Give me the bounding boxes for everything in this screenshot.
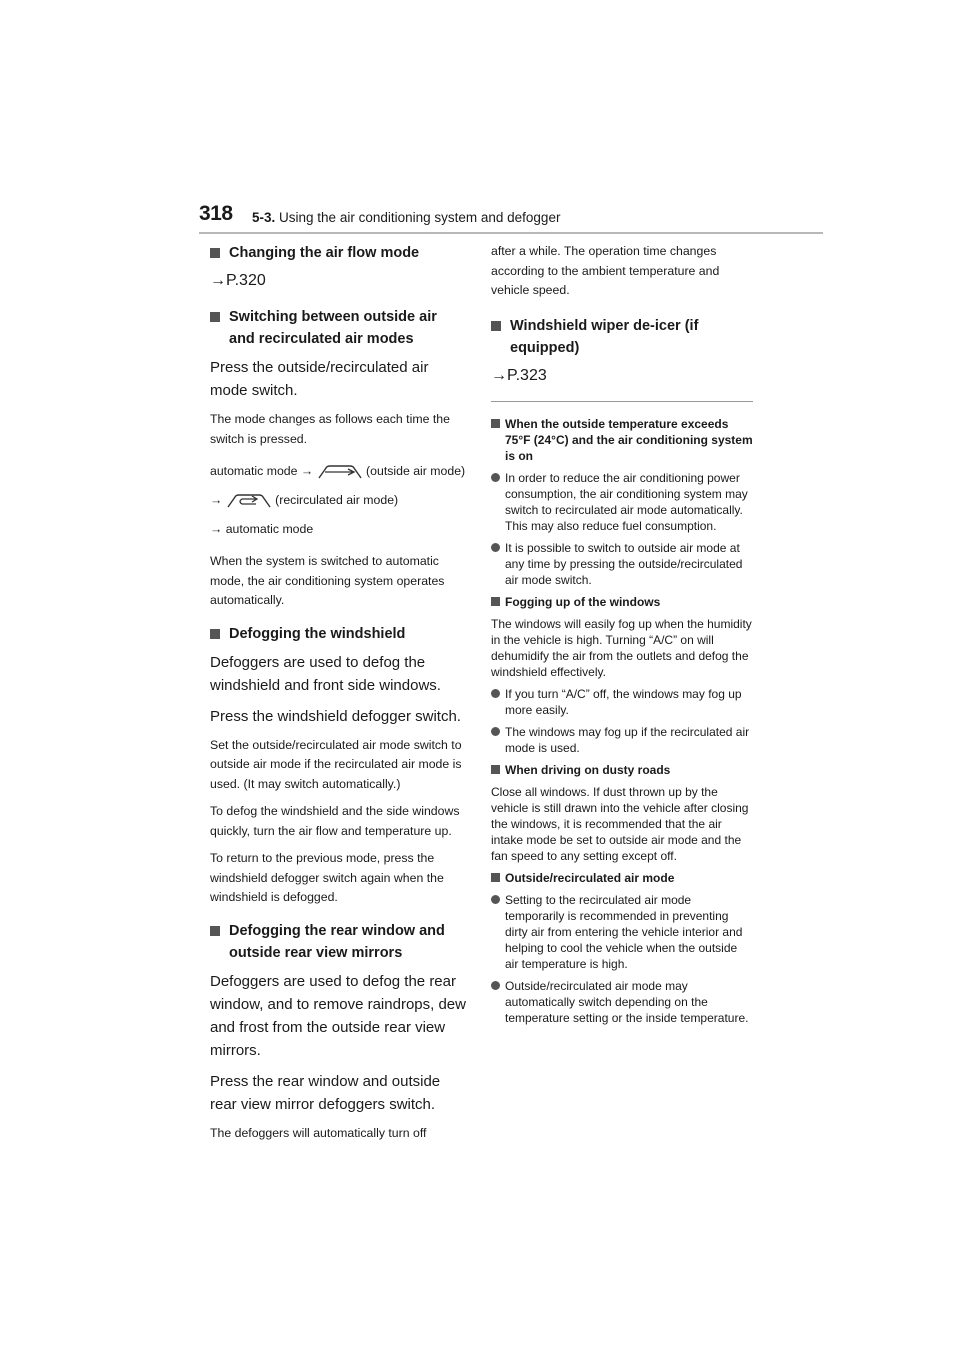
auto-off-text: The defoggers will automatically turn off — [210, 1125, 427, 1140]
page-reference-323[interactable]: →P.323 — [491, 366, 547, 384]
defoggers-used-text: Defoggers are used to defog the windshield and front side windows. — [210, 653, 441, 694]
round-bullet-icon — [491, 895, 500, 904]
square-bullet-icon — [210, 926, 220, 936]
page-header — [199, 202, 823, 236]
header-rule — [199, 232, 823, 234]
note-heading-dusty-roads: When driving on dusty roads — [491, 762, 753, 778]
heading-air-flow: Changing the air flow mode — [210, 242, 466, 264]
square-bullet-icon — [210, 248, 220, 258]
note-heading-outside-recirculated: Outside/recirculated air mode — [491, 870, 753, 886]
square-bullet-icon — [210, 629, 220, 639]
round-bullet-icon — [491, 981, 500, 990]
outside-air-icon — [317, 463, 363, 481]
set-outside-text: Set the outside/recirculated air mode switch to outside air mode if the recirculated air mode is used. (It may switch automatically.) — [210, 737, 462, 791]
auto-mode-text: When the system is switched to automatic mode, the air conditioning system operates automatically. — [210, 554, 445, 607]
mode-changes-text: The mode changes as follows each time the switch is pressed. — [210, 412, 450, 446]
defog-quickly-text: To defog the windshield and the side windows quickly, turn the air flow and temperature up. — [210, 804, 460, 838]
return-mode-text: To return to the previous mode, press the windshield defogger switch again when the windshield is defogged. — [210, 851, 444, 904]
press-rear-text: Press the rear window and outside rear view mirror defoggers switch. — [210, 1072, 441, 1113]
page-reference-320[interactable]: →P.320 — [210, 272, 266, 289]
note-bullet: Setting to the recirculated air mode temporarily is recommended in preventing dirty air from entering the vehicle interior and helping to cool the vehicle when the outside air temperature is high. — [491, 892, 753, 972]
note-bullet: In order to reduce the air conditioning power consumption, the air conditioning system may switch to recirculated air mode automatically. This may also reduce fuel consumption. — [491, 470, 753, 534]
section-prefix: 5-3. — [252, 210, 276, 225]
square-bullet-icon — [491, 765, 500, 774]
notes-divider — [491, 401, 753, 402]
mode-sequence: automatic mode → (outside air mode) → (recirculated air mode) → automatic mode — [210, 464, 466, 536]
round-bullet-icon — [491, 689, 500, 698]
note-heading-fogging: Fogging up of the windows — [491, 594, 753, 610]
note-bullet: It is possible to switch to outside air mode at any time by pressing the outside/recirculated air mode switch. — [491, 540, 753, 588]
section-title-text: Using the air conditioning system and defogger — [279, 210, 561, 225]
note-bullet: Outside/recirculated air mode may automatically switch depending on the temperature setting or the inside temperature. — [491, 978, 753, 1026]
square-bullet-icon — [210, 312, 220, 322]
recirculated-air-icon — [226, 492, 272, 510]
left-column — [210, 242, 466, 1151]
note-bullet: The windows may fog up if the recirculated air mode is used. — [491, 724, 753, 756]
note-paragraph: Close all windows. If dust thrown up by the vehicle is still drawn into the vehicle after closing the windows, it is recommended that the air intake mode be set to outside air mode and the fan speed to any setting except off. — [491, 784, 749, 863]
note-heading-temperature: When the outside temperature exceeds 75°F (24°C) and the air conditioning system is on — [491, 416, 753, 464]
heading-defog-windshield: Defogging the windshield — [210, 623, 466, 645]
section-title — [252, 210, 560, 225]
press-switch-text: Press the outside/recirculated air mode switch. — [210, 359, 429, 399]
square-bullet-icon — [491, 597, 500, 606]
round-bullet-icon — [491, 543, 500, 552]
square-bullet-icon — [491, 419, 500, 428]
press-windshield-text: Press the windshield defogger switch. — [210, 707, 461, 725]
heading-defog-rear: Defogging the rear window and outside rear view mirrors — [210, 920, 466, 964]
note-bullet: If you turn “A/C” off, the windows may fog up more easily. — [491, 686, 753, 718]
heading-wiper-deicer: Windshield wiper de-icer (if equipped) — [491, 315, 753, 359]
after-while-text: after a while. The operation time changes according to the ambient temperature and vehicle speed. — [491, 244, 720, 297]
right-column — [491, 242, 753, 1032]
round-bullet-icon — [491, 473, 500, 482]
square-bullet-icon — [491, 873, 500, 882]
heading-switching: Switching between outside air and recirculated air modes — [210, 306, 466, 350]
note-paragraph: The windows will easily fog up when the humidity in the vehicle is high. Turning “A/C” on will dehumidify the air from the outlets and defog the windshield effectively. — [491, 616, 752, 679]
page-number: 318 — [199, 202, 233, 225]
square-bullet-icon — [491, 321, 501, 331]
rear-used-text: Defoggers are used to defog the rear window, and to remove raindrops, dew and frost from the outside rear view mirrors. — [210, 972, 466, 1059]
round-bullet-icon — [491, 727, 500, 736]
